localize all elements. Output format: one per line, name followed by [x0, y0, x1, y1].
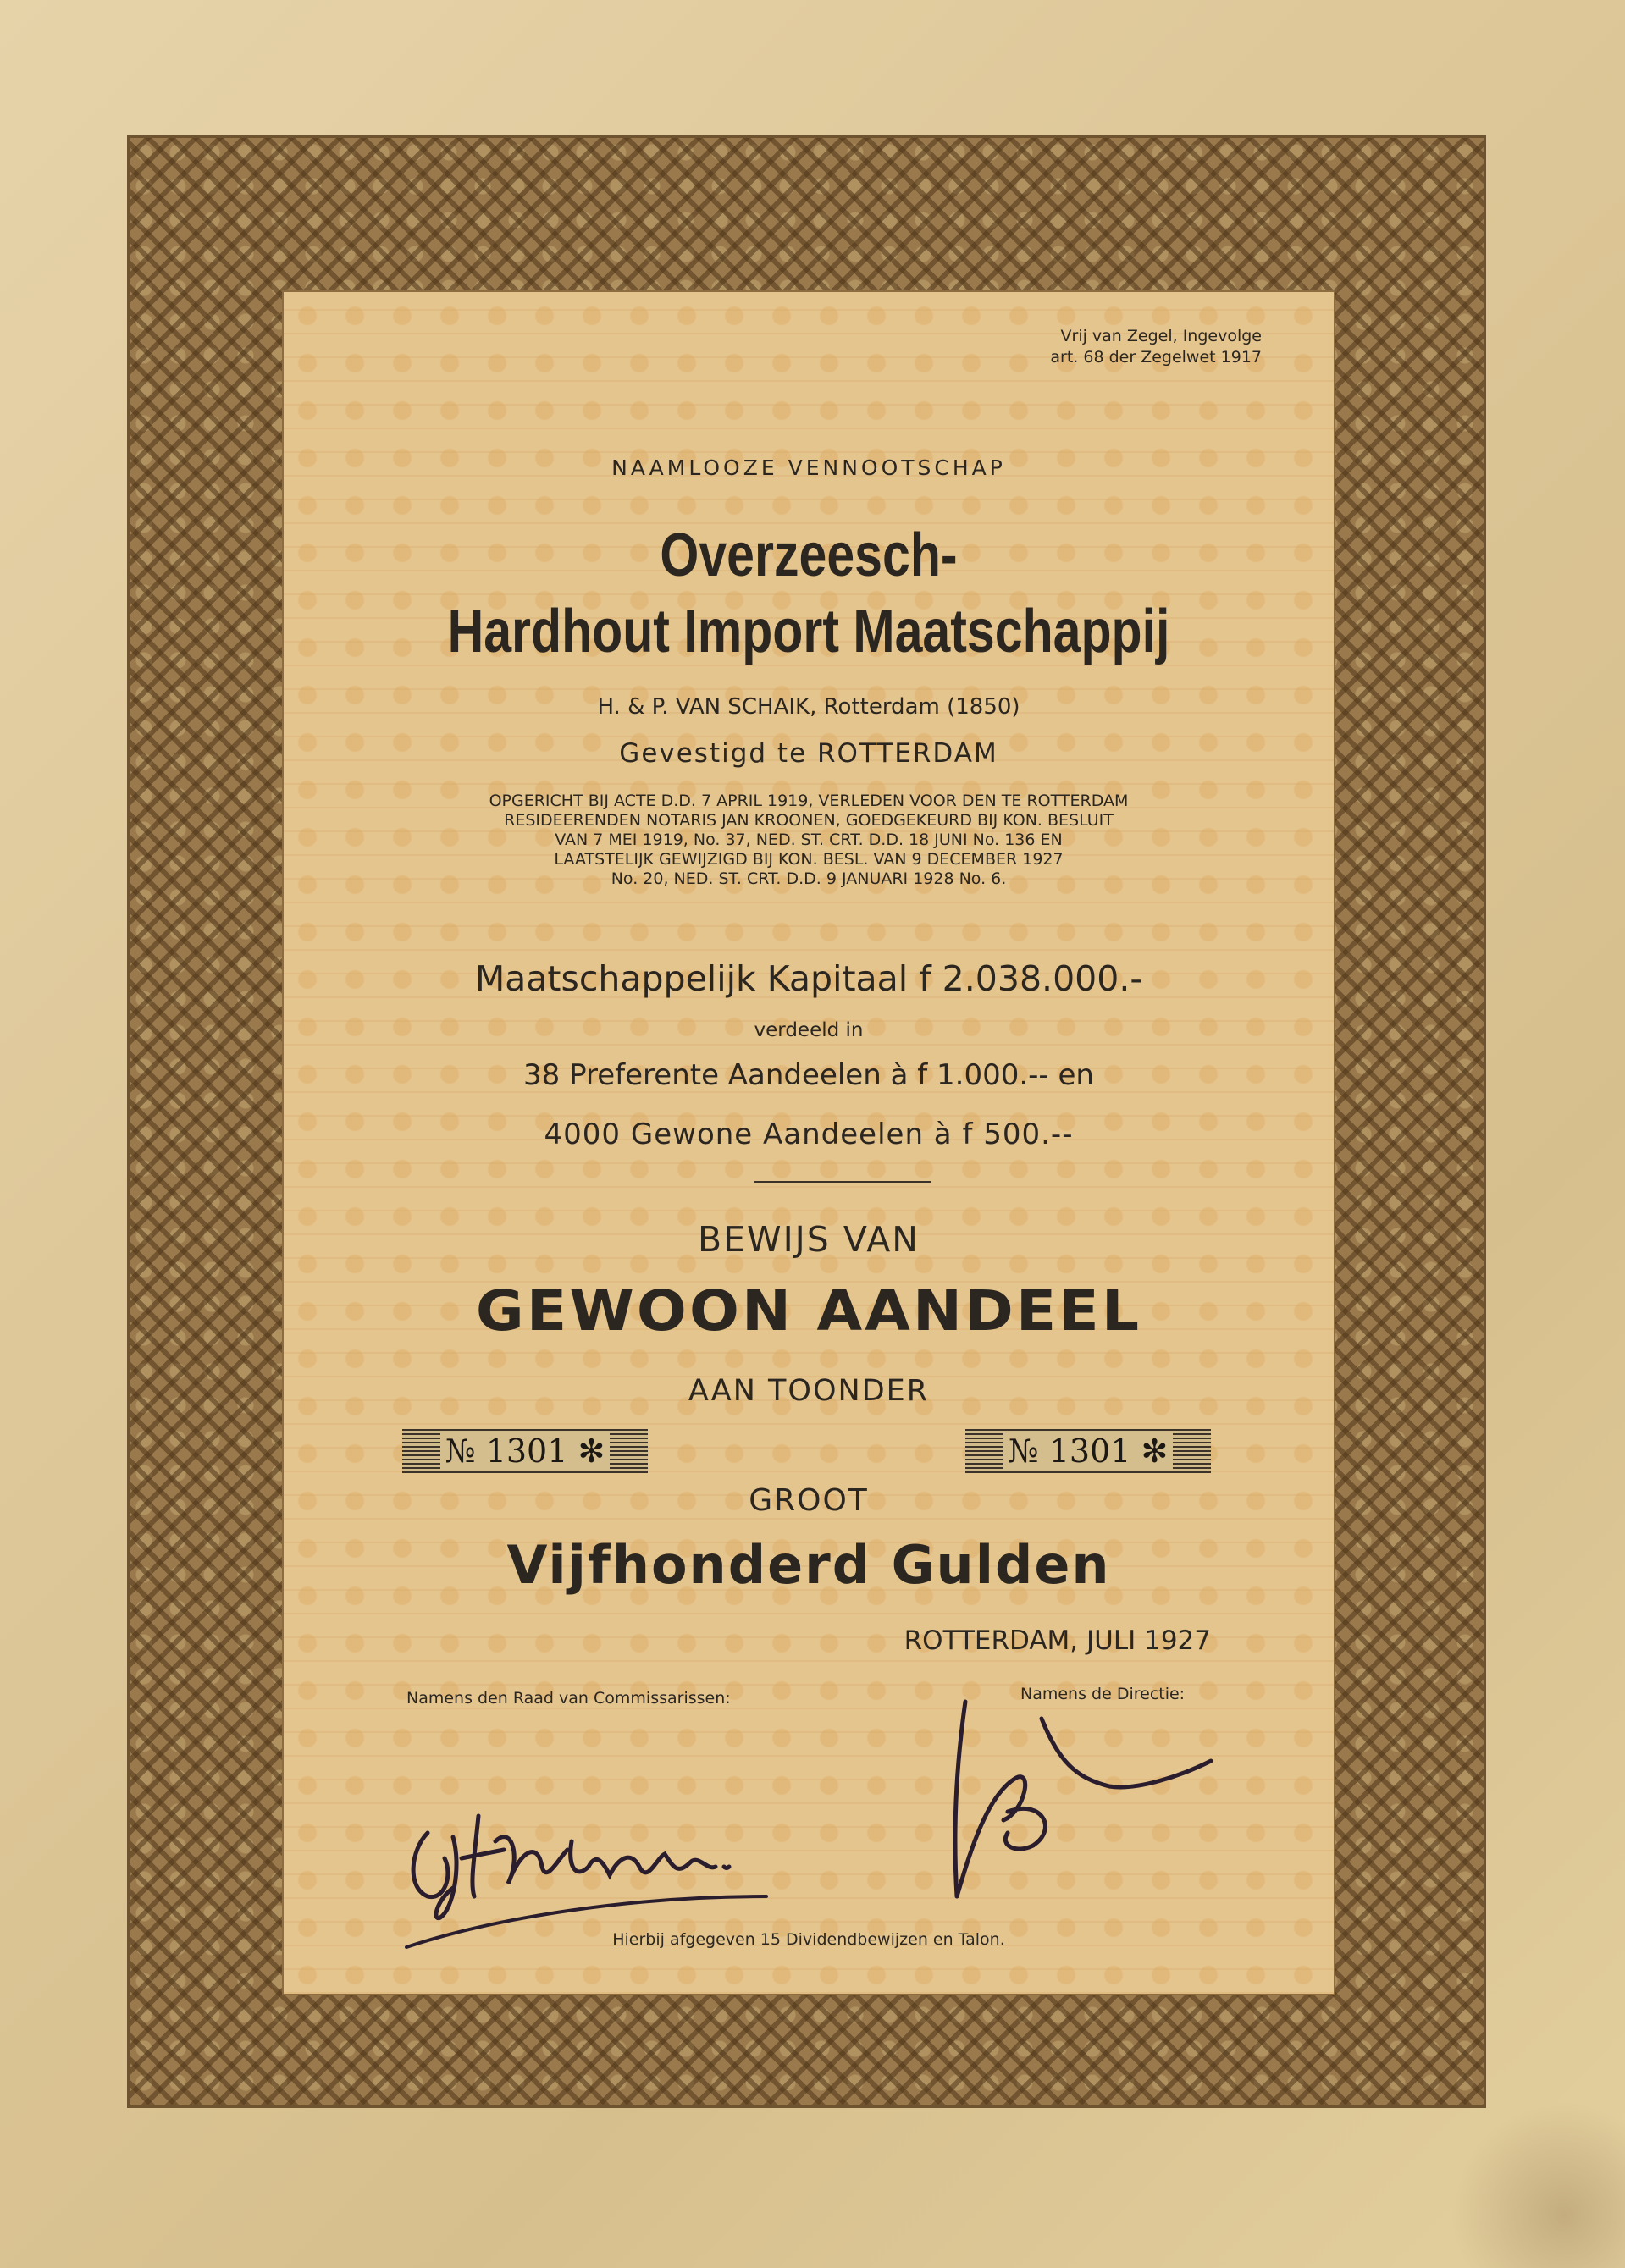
share-capital: Maatschappelijk Kapitaal f 2.038.000.- [474, 958, 1143, 999]
nominal-amount: Vijfhonderd Gulden [506, 1534, 1111, 1596]
dividend-coupons-note: Hierbij afgegeven 15 Dividendbewijzen en Talon. [612, 1930, 1005, 1949]
legal-incorporation-text [284, 792, 1334, 889]
company-title-line2: Hardhout Import Maatschappij [447, 598, 1170, 665]
company-title-line1: Overzeesch- [660, 521, 958, 589]
company-type: NAAMLOOZE VENNOOTSCHAP [611, 455, 1006, 480]
stamp-note-line: art. 68 der Zegelwet 1917 [1050, 348, 1262, 367]
signature-commissioner [394, 1740, 834, 1960]
paper-stain [1423, 2091, 1625, 2268]
certificate-number-right [965, 1429, 1211, 1473]
company-subtitle: H. & P. VAN SCHAIK, Rotterdam (1850) [597, 694, 1020, 720]
ordinary-shares: 4000 Gewone Aandeelen à f 500.-- [544, 1117, 1074, 1151]
registered-seat: Gevestigd te ROTTERDAM [619, 738, 998, 769]
directors-label: Namens de Directie: [1020, 1685, 1186, 1703]
preferred-shares: 38 Preferente Aandeelen à f 1.000.-- en [523, 1058, 1094, 1092]
legal-line: VAN 7 MEI 1919, No. 37, NED. ST. CRT. D.D. 18 JUNI No. 136 EN [555, 830, 1063, 849]
proof-of-heading: BEWIJS VAN [698, 1219, 920, 1260]
to-bearer: AAN TOONDER [688, 1374, 930, 1408]
legal-line: No. 20, NED. ST. CRT. D.D. 9 JANUARI 1928 No. 6. [611, 869, 1007, 888]
share-type-heading: GEWOON AANDEEL [475, 1278, 1142, 1344]
legal-line: LAATSTELIJK GEWIJZIGD BIJ KON. BESL. VAN 9 DECEMBER 1927 [554, 850, 1064, 869]
certificate-number-left [402, 1429, 648, 1473]
divided-into: verdeeld in [754, 1019, 864, 1041]
certificate-number-text: № 1301 ✻ [440, 1432, 611, 1470]
place-and-date: ROTTERDAM, JULI 1927 [904, 1625, 1211, 1656]
divider-rule [754, 1181, 931, 1183]
groot-label: GROOT [749, 1483, 869, 1518]
stamp-exemption-note [974, 326, 1262, 368]
legal-line: RESIDEERENDEN NOTARIS JAN KROONEN, GOEDGEKEURD BIJ KON. BESLUIT [504, 811, 1114, 830]
stamp-note-line: Vrij van Zegel, Ingevolge [1060, 327, 1262, 345]
commissioners-label: Namens den Raad van Commissarissen: [406, 1689, 731, 1708]
certificate-number-text: № 1301 ✻ [1003, 1432, 1174, 1470]
signature-director [940, 1685, 1279, 1913]
legal-line: OPGERICHT BIJ ACTE D.D. 7 APRIL 1919, VERLEDEN VOOR DEN TE ROTTERDAM [489, 792, 1129, 810]
